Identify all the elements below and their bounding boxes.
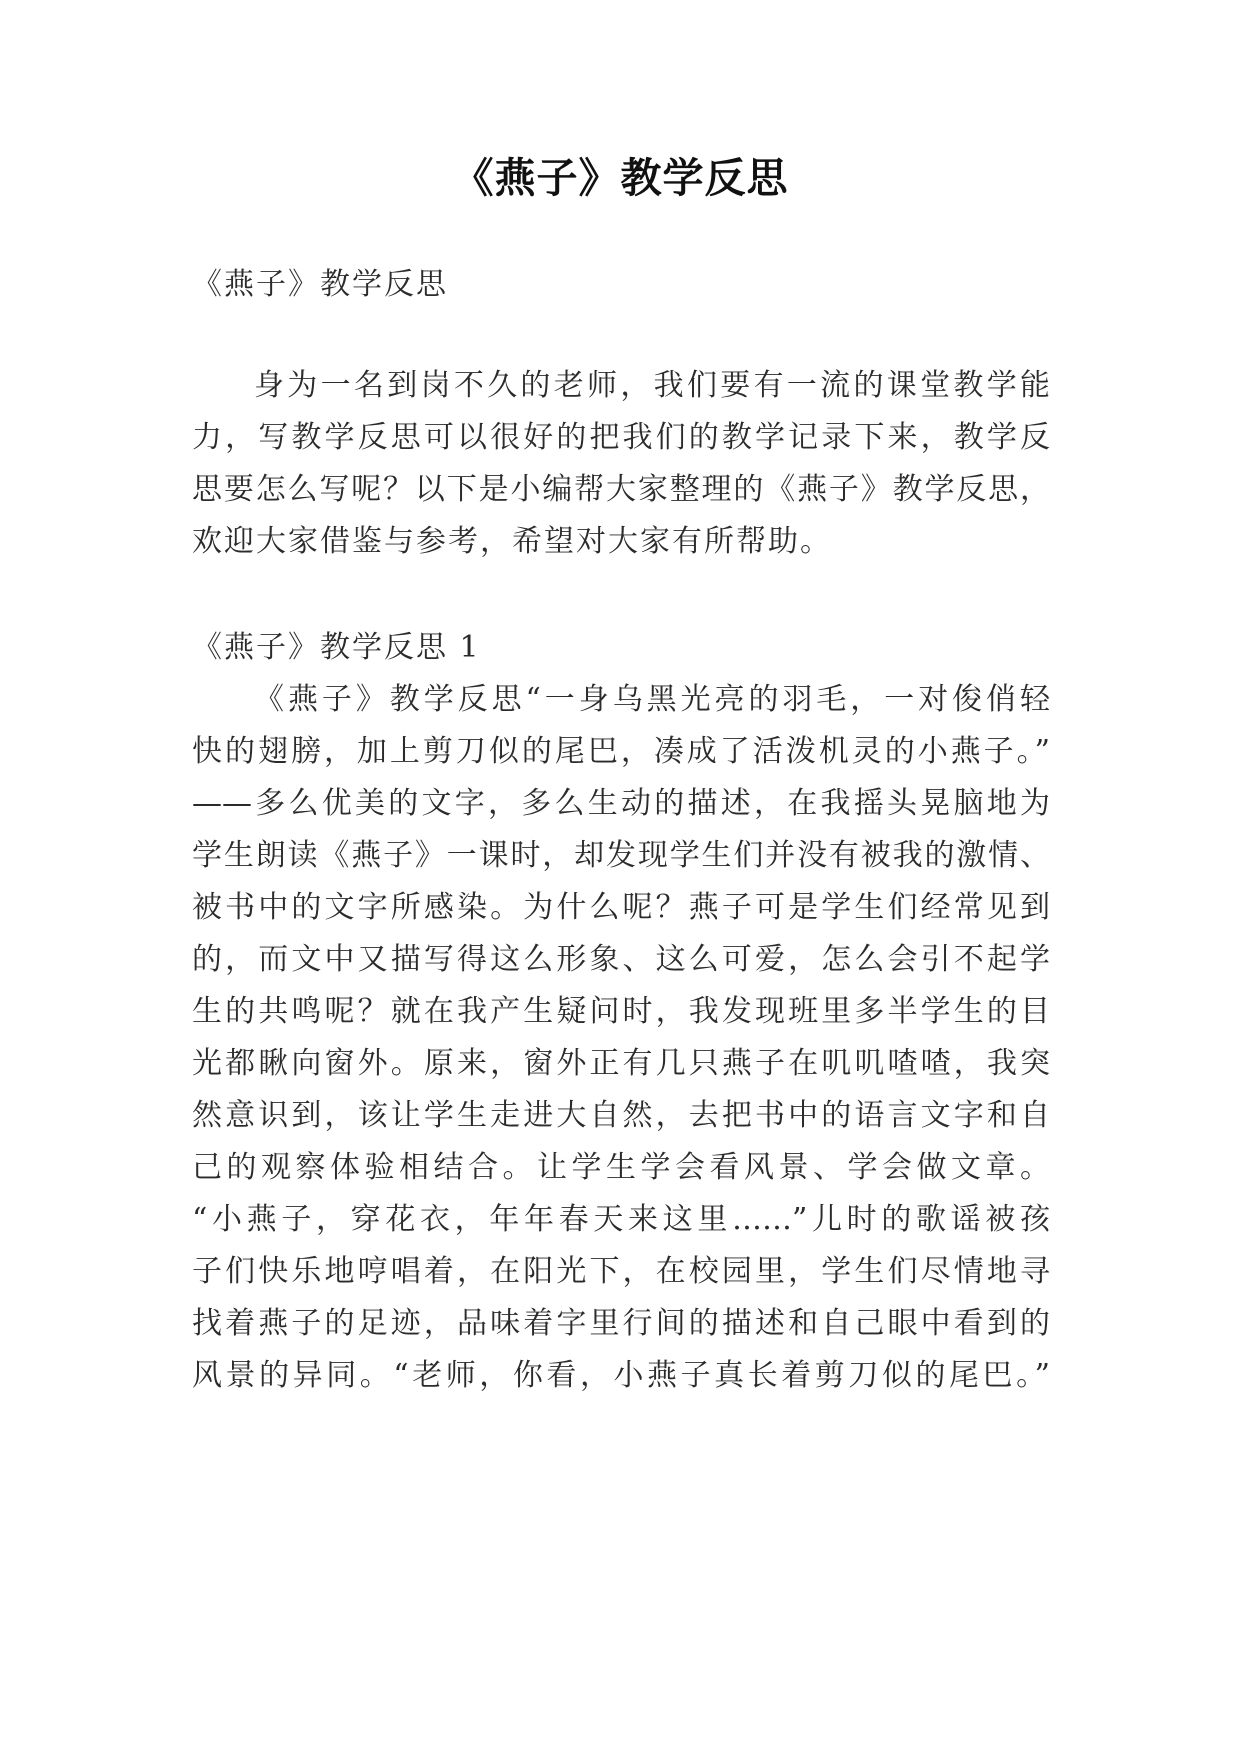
section-line: 光都瞅向窗外。原来，窗外正有几只燕子在叽叽喳喳，我突 [192, 1046, 1050, 1081]
section-line: 快的翅膀，加上剪刀似的尾巴，凑成了活泼机灵的小燕子。” [192, 734, 1050, 769]
section-line: 子们快乐地哼唱着，在阳光下，在校园里，学生们尽情地寻 [192, 1254, 1050, 1289]
section-line: 己的观察体验相结合。让学生学会看风景、学会做文章。 [192, 1150, 1050, 1185]
document-subtitle: 《燕子》教学反思 [192, 267, 448, 302]
section-line: ——多么优美的文字，多么生动的描述，在我摇头晃脑地为 [192, 786, 1050, 821]
intro-line: 身为一名到岗不久的老师，我们要有一流的课堂教学能 [254, 368, 1050, 403]
section-line: “小燕子，穿花衣，年年春天来这里……”儿时的歌谣被孩 [192, 1202, 1050, 1237]
intro-line: 欢迎大家借鉴与参考，希望对大家有所帮助。 [192, 524, 832, 559]
section-line: 生的共鸣呢？就在我产生疑问时，我发现班里多半学生的目 [192, 994, 1050, 1029]
section-line: 《燕子》教学反思“一身乌黑光亮的羽毛，一对俊俏轻 [254, 682, 1050, 717]
section-line: 风景的异同。“老师，你看，小燕子真长着剪刀似的尾巴。” [192, 1358, 1050, 1393]
document-title: 《燕子》教学反思 [452, 154, 789, 202]
intro-line: 力，写教学反思可以很好的把我们的教学记录下来，教学反 [192, 420, 1050, 455]
intro-line: 思要怎么写呢？以下是小编帮大家整理的《燕子》教学反思， [192, 472, 1050, 507]
section-line: 学生朗读《燕子》一课时，却发现学生们并没有被我的激情、 [192, 838, 1050, 873]
section-line: 被书中的文字所感染。为什么呢？燕子可是学生们经常见到 [192, 890, 1050, 925]
section-line: 的，而文中又描写得这么形象、这么可爱，怎么会引不起学 [192, 942, 1050, 977]
section-line: 然意识到，该让学生走进大自然，去把书中的语言文字和自 [192, 1098, 1050, 1133]
section-line: 找着燕子的足迹，品味着字里行间的描述和自己眼中看到的 [192, 1306, 1050, 1341]
section-heading: 《燕子》教学反思 1 [192, 630, 481, 665]
